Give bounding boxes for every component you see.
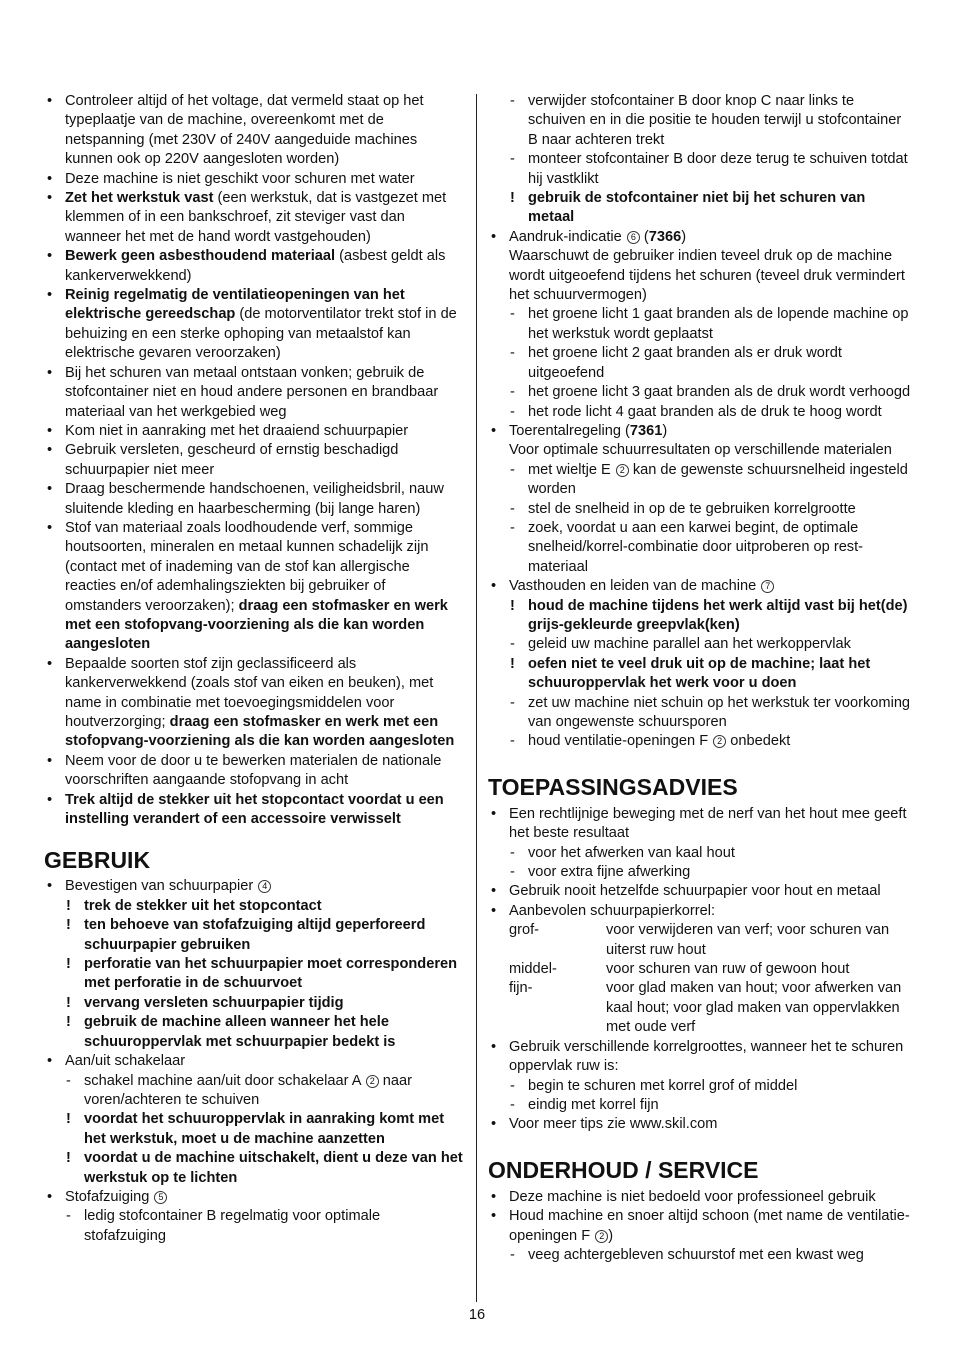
- bullet-icon: •: [491, 1038, 497, 1055]
- item-text: Voor optimale schuurresultaten op verschillende materialen: [509, 442, 892, 459]
- item-rest: (de motorventilator trekt stof in de behuizing en een sterke ophoping van metaalstof kan elektrische gevaren veroorzaken): [65, 306, 457, 362]
- section-title-gebruik: GEBRUIK: [44, 847, 151, 874]
- sub-item: [488, 1096, 913, 1115]
- item-rest: kan de gewenste schuursnelheid ingesteld worden: [528, 461, 908, 498]
- exclamation-icon: !: [66, 917, 71, 934]
- item-rest: Vasthouden en leiden van de machine: [509, 578, 757, 595]
- sub-item: [44, 1207, 464, 1246]
- bullet-icon: •: [47, 1053, 53, 1070]
- bullet-icon: •: [47, 752, 53, 769]
- sub-item: [488, 344, 913, 383]
- item-text: Aanbevolen schuurpapierkorrel:: [509, 902, 716, 919]
- bullet-icon: •: [47, 655, 53, 672]
- list-item: [44, 655, 464, 752]
- bullet-icon: •: [491, 1208, 497, 1225]
- item-text: perforatie van het schuurpapier moet corresponderen met perforatie in de schuurvoet: [84, 956, 458, 992]
- item-rest: (asbest geldt als kankerverwekkend): [65, 248, 446, 284]
- item-text: Gebruik versleten, gescheurd of ernstig beschadigd schuurpapier niet meer: [65, 442, 399, 478]
- warning-item: [44, 994, 464, 1013]
- dash-icon: -: [510, 345, 515, 362]
- paren: (: [625, 422, 630, 439]
- list-item: [44, 1188, 464, 1207]
- sub-item: [44, 1072, 464, 1111]
- item-text: [509, 228, 913, 247]
- exclamation-icon: !: [510, 597, 515, 614]
- dash-icon: -: [510, 844, 515, 861]
- list-item: [488, 805, 913, 844]
- item-description: [488, 441, 913, 460]
- item-text: stel de snelheid in op de te gebruiken korrelgrootte: [528, 500, 856, 517]
- exclamation-icon: !: [66, 956, 71, 973]
- item-rest: Bevestigen van schuurpapier: [65, 878, 254, 895]
- dash-icon: -: [510, 1077, 515, 1094]
- warning-item: [488, 189, 913, 228]
- item-text: eindig met korrel fijn: [528, 1096, 659, 1113]
- dash-icon: -: [510, 1246, 515, 1263]
- figure-number-icon: 6: [627, 231, 640, 244]
- item-text: Gebruik verschillende korrelgroottes, wanneer het te schuren oppervlak ruw is:: [509, 1038, 904, 1075]
- item-rest: Toerentalregeling: [509, 422, 621, 439]
- bullet-icon: •: [491, 805, 497, 822]
- list-item: [44, 92, 464, 170]
- bullet-icon: •: [47, 190, 53, 207]
- grit-row: [488, 921, 913, 960]
- section-title-toepassingsadvies: TOEPASSINGSADVIES: [488, 773, 738, 800]
- warning-item: [44, 1013, 464, 1052]
- item-text: verwijder stofcontainer B door knop C naar links te schuiven en in die positie te houden terwijl u stofcontainer B naar achteren trekt: [528, 93, 902, 148]
- sub-item: [488, 519, 913, 577]
- bullet-icon: •: [491, 1116, 497, 1133]
- list-item: [44, 422, 464, 441]
- item-text: het groene licht 1 gaat branden als de lopende machine op het werkstuk wordt geplaatst: [528, 306, 909, 342]
- list-item: [44, 791, 464, 830]
- list-item: [44, 519, 464, 655]
- paren: ): [662, 422, 668, 439]
- grit-text: voor schuren van ruw of gewoon hout: [606, 961, 850, 978]
- item-text: [65, 1188, 464, 1207]
- dash-icon: -: [66, 1072, 71, 1089]
- item-text: gebruik de stofcontainer niet bij het schuren van metaal: [528, 190, 866, 226]
- item-text: voordat het schuuroppervlak in aanraking komt met het werkstuk, moet u de machine aanzetten: [84, 1111, 445, 1147]
- exclamation-icon: !: [66, 1150, 71, 1167]
- sub-item: [488, 92, 913, 150]
- figure-number-icon: 2: [713, 735, 726, 748]
- list-item: [44, 752, 464, 791]
- item-text: Waarschuwt de gebruiker indien teveel druk op de machine wordt uitgeoefend tijdens het schuren (teveel druk vermindert het schuurvermogen): [509, 248, 905, 304]
- list-item: [44, 1052, 464, 1071]
- item-text: Neem voor de door u te bewerken materialen de nationale voorschriften aangaande stofopvang in acht: [65, 752, 442, 789]
- bullet-icon: •: [47, 878, 53, 895]
- bullet-icon: •: [491, 578, 497, 595]
- item-rest: met wieltje E: [528, 461, 611, 478]
- item-text: vervang versleten schuurpapier tijdig: [84, 994, 344, 1011]
- item-text: Aan/uit schakelaar: [65, 1053, 186, 1070]
- paren: (: [643, 228, 649, 245]
- item-text: ten behoeve van stofafzuiging altijd geperforeerd schuurpapier gebruiken: [84, 917, 426, 953]
- item-text: Bij het schuren van metaal ontstaan vonken; gebruik de stofcontainer niet en houd andere personen en brandbaar materiaal van het werkgebied weg: [65, 364, 439, 420]
- sub-item: [488, 403, 913, 422]
- item-text: begin te schuren met korrel grof of middel: [528, 1077, 798, 1094]
- figure-number-icon: 4: [258, 880, 271, 893]
- exclamation-icon: !: [66, 1014, 71, 1031]
- bullet-icon: •: [47, 93, 53, 109]
- dash-icon: -: [510, 500, 515, 517]
- item-text: [65, 655, 464, 752]
- item-text: het groene licht 3 gaat branden als de druk wordt verhoogd: [528, 384, 911, 401]
- list-item: [488, 1038, 913, 1077]
- list-item: [44, 877, 464, 896]
- sub-item: [488, 863, 913, 882]
- warning-item: [44, 955, 464, 994]
- bullet-icon: •: [47, 1188, 53, 1205]
- item-text: [65, 877, 464, 896]
- item-rest: houd ventilatie-openingen F: [528, 733, 709, 750]
- item-text: [509, 422, 913, 441]
- item-text: [65, 286, 464, 364]
- item-text: ledig stofcontainer B regelmatig voor optimale stofafzuiging: [84, 1208, 381, 1244]
- item-text: Een rechtlijnige beweging met de nerf van het hout mee geeft het beste resultaat: [509, 805, 907, 842]
- bullet-icon: •: [491, 883, 497, 900]
- bullet-icon: •: [491, 1188, 497, 1205]
- dash-icon: -: [510, 306, 515, 323]
- item-text: [65, 247, 464, 286]
- dash-icon: -: [510, 864, 515, 881]
- item-bold: Bewerk geen asbesthoudend materiaal: [65, 248, 336, 265]
- bullet-icon: •: [47, 287, 53, 304]
- item-rest: Aandruk-indicatie: [509, 228, 622, 245]
- warning-item: [44, 1149, 464, 1188]
- item-text: Controleer altijd of het voltage, dat vermeld staat op het typeplaatje van de machine, overeenkomt met de netspanning (met 230V of 240V aangeduide machines kunnen ook op 220V aangesloten worden): [65, 93, 424, 168]
- figure-number-icon: 7: [761, 580, 774, 593]
- item-text: het groene licht 2 gaat branden als er druk wordt uitgeoefend: [528, 345, 842, 381]
- item-text: het rode licht 4 gaat branden als de druk te hoog wordt: [528, 403, 882, 420]
- list-item: [44, 480, 464, 519]
- right-column: [488, 92, 913, 1265]
- item-rest: Houd machine en snoer altijd schoon (met name de ventilatie-openingen F: [509, 1208, 910, 1244]
- sub-item: [488, 732, 913, 751]
- figure-number-icon: 2: [616, 464, 629, 477]
- item-text: [65, 519, 464, 655]
- list-item: [44, 189, 464, 247]
- list-item: [488, 1207, 913, 1246]
- bullet-icon: •: [47, 170, 53, 187]
- item-rest: Stofafzuiging: [65, 1188, 150, 1205]
- list-item: [44, 364, 464, 422]
- item-rest: (een werkstuk, dat is vastgezet met klemmen of in een bankschroef, zit steviger vast dan wanneer het met de hand wordt vastgehouden): [65, 190, 447, 245]
- warning-item: [488, 597, 913, 636]
- bullet-icon: •: [47, 248, 53, 265]
- dash-icon: -: [510, 461, 515, 478]
- dash-icon: -: [510, 403, 515, 420]
- sub-item: [488, 635, 913, 654]
- bullet-icon: •: [47, 481, 53, 498]
- sub-item: [488, 1246, 913, 1265]
- item-text: houd de machine tijdens het werk altijd vast bij het(de) grijs-gekleurde greepvlak(ken): [528, 597, 908, 633]
- item-text: [528, 461, 913, 500]
- sub-item: [488, 694, 913, 733]
- item-text: voor extra fijne afwerking: [528, 864, 691, 881]
- bullet-icon: •: [47, 791, 53, 808]
- list-item: [44, 247, 464, 286]
- warning-item: [488, 655, 913, 694]
- item-text: gebruik de machine alleen wanneer het hele schuuroppervlak met schuurpapier bedekt is: [84, 1014, 396, 1050]
- item-rest: ): [608, 1227, 614, 1244]
- grit-text: voor glad maken van hout; voor afwerken van kaal hout; voor glad maken van oppervlakken met oude verf: [606, 980, 902, 1036]
- warning-item: [44, 897, 464, 916]
- list-item: [488, 577, 913, 596]
- sub-item: [488, 500, 913, 519]
- paren: ): [681, 228, 687, 245]
- item-rest: schakel machine aan/uit door schakelaar A: [84, 1072, 361, 1089]
- list-item: [488, 1188, 913, 1207]
- list-item: [488, 882, 913, 901]
- dash-icon: -: [510, 733, 515, 750]
- item-text: voordat u de machine uitschakelt, dient u deze van het werkstuk op te lichten: [84, 1150, 463, 1186]
- bullet-icon: •: [491, 422, 497, 439]
- list-item: [488, 422, 913, 441]
- item-text: veeg achtergebleven schuurstof met een kwast weg: [528, 1246, 864, 1263]
- figure-number-icon: 2: [595, 1230, 608, 1243]
- item-text: [84, 1072, 464, 1111]
- list-item: [44, 170, 464, 189]
- grit-row: [488, 979, 913, 1037]
- item-text: trek de stekker uit het stopcontact: [84, 897, 322, 914]
- item-text: Trek altijd de stekker uit het stopcontact voordat u een instelling verandert of een accessoire verwisselt: [65, 791, 444, 828]
- item-text: Gebruik nooit hetzelfde schuurpapier voor hout en metaal: [509, 883, 881, 900]
- list-item: [44, 441, 464, 480]
- bullet-icon: •: [47, 442, 53, 459]
- sub-item: [488, 1077, 913, 1096]
- figure-number-icon: 5: [154, 1191, 167, 1204]
- section-title-onderhoud: ONDERHOUD / SERVICE: [488, 1156, 759, 1183]
- item-text: [509, 1207, 913, 1246]
- item-rest: onbedekt: [726, 733, 791, 750]
- list-item: [488, 228, 913, 247]
- dash-icon: -: [510, 636, 515, 653]
- item-bold: Zet het werkstuk vast: [65, 190, 214, 207]
- model-number: 7366: [648, 228, 682, 245]
- exclamation-icon: !: [66, 897, 71, 914]
- dash-icon: -: [66, 1208, 71, 1225]
- grit-label: grof-: [509, 922, 540, 939]
- list-item: [488, 1115, 913, 1134]
- item-text: Deze machine is niet bedoeld voor professioneel gebruik: [509, 1188, 876, 1205]
- sub-item: [488, 150, 913, 189]
- column-divider: [476, 94, 477, 1302]
- left-column: [44, 92, 464, 1246]
- sub-item: [488, 844, 913, 863]
- item-text: Draag beschermende handschoenen, veiligheidsbril, nauw sluitende kleding en haarbescherming (bij lange haren): [65, 481, 444, 517]
- dash-icon: -: [510, 384, 515, 401]
- grit-text: voor verwijderen van verf; voor schuren van uiterst ruw hout: [606, 922, 890, 958]
- item-text: [509, 577, 913, 596]
- item-text: zoek, voordat u aan een karwei begint, de optimale snelheid/korrel-combinatie door uitproberen op rest-materiaal: [528, 519, 864, 575]
- bullet-icon: •: [47, 422, 53, 439]
- dash-icon: -: [510, 519, 515, 536]
- warning-item: [44, 916, 464, 955]
- grit-row: [488, 960, 913, 979]
- bullet-icon: •: [491, 902, 497, 919]
- item-text: voor het afwerken van kaal hout: [528, 844, 735, 861]
- bullet-icon: •: [47, 364, 53, 381]
- item-text: geleid uw machine parallel aan het werkoppervlak: [528, 636, 851, 653]
- exclamation-icon: !: [510, 190, 515, 207]
- sub-item: [488, 461, 913, 500]
- model-number: 7361: [629, 422, 663, 439]
- figure-number-icon: 2: [366, 1075, 379, 1088]
- exclamation-icon: !: [66, 994, 71, 1011]
- exclamation-icon: !: [66, 1111, 71, 1128]
- exclamation-icon: !: [510, 655, 515, 672]
- item-text: Kom niet in aanraking met het draaiend schuurpapier: [65, 422, 409, 439]
- item-text: zet uw machine niet schuin op het werkstuk ter voorkoming van ongewenste schuursporen: [528, 694, 911, 730]
- item-rest: naar voren/achteren te schuiven: [84, 1072, 412, 1108]
- sub-item: [488, 305, 913, 344]
- grit-label: fijn-: [509, 980, 533, 997]
- dash-icon: -: [510, 1096, 515, 1113]
- list-item: [44, 286, 464, 364]
- dash-icon: -: [510, 151, 515, 168]
- page-number: 16: [468, 1307, 486, 1323]
- item-text: monteer stofcontainer B door deze terug te schuiven totdat hij vastklikt: [528, 151, 908, 187]
- grit-label: middel-: [509, 961, 557, 978]
- item-bold: Reinig regelmatig de ventilatieopeningen van het elektrische gereedschap: [65, 287, 405, 323]
- list-item: [488, 902, 913, 921]
- item-description: [488, 247, 913, 305]
- item-rest: Stof van materiaal zoals loodhoudende verf, sommige houtsoorten, mineralen en metaal kunnen schadelijk zijn (contact met of inademing van de stof kan allergische reacties en/of ademhalingsziekten bij gebruiker of omstanders veroorzaken);: [65, 519, 429, 614]
- item-text: oefen niet te veel druk uit op de machine; laat het schuuroppervlak het werk voor u doen: [528, 655, 871, 692]
- bullet-icon: •: [47, 519, 53, 536]
- item-rest: Bepaalde soorten stof zijn geclassificeerd als kankerverwekkend (zoals stof van eiken en beuken), met name in combinatie met toevoegingsmiddelen voor houtverzorging;: [65, 655, 434, 730]
- dash-icon: -: [510, 694, 515, 711]
- item-text: Deze machine is niet geschikt voor schuren met water: [65, 170, 415, 187]
- item-bold: draag een stofmasker en werk met een stofopvang-voorziening als die kan worden aangesloten: [65, 597, 448, 653]
- bullet-icon: •: [491, 228, 497, 245]
- item-text: Voor meer tips zie www.skil.com: [509, 1116, 718, 1133]
- warning-item: [44, 1110, 464, 1149]
- item-bold: draag een stofmasker en werk met een stofopvang-voorziening als die kan worden aangesloten: [65, 714, 455, 750]
- sub-item: [488, 383, 913, 402]
- item-text: [65, 189, 464, 247]
- dash-icon: -: [510, 93, 515, 109]
- item-text: [528, 732, 913, 751]
